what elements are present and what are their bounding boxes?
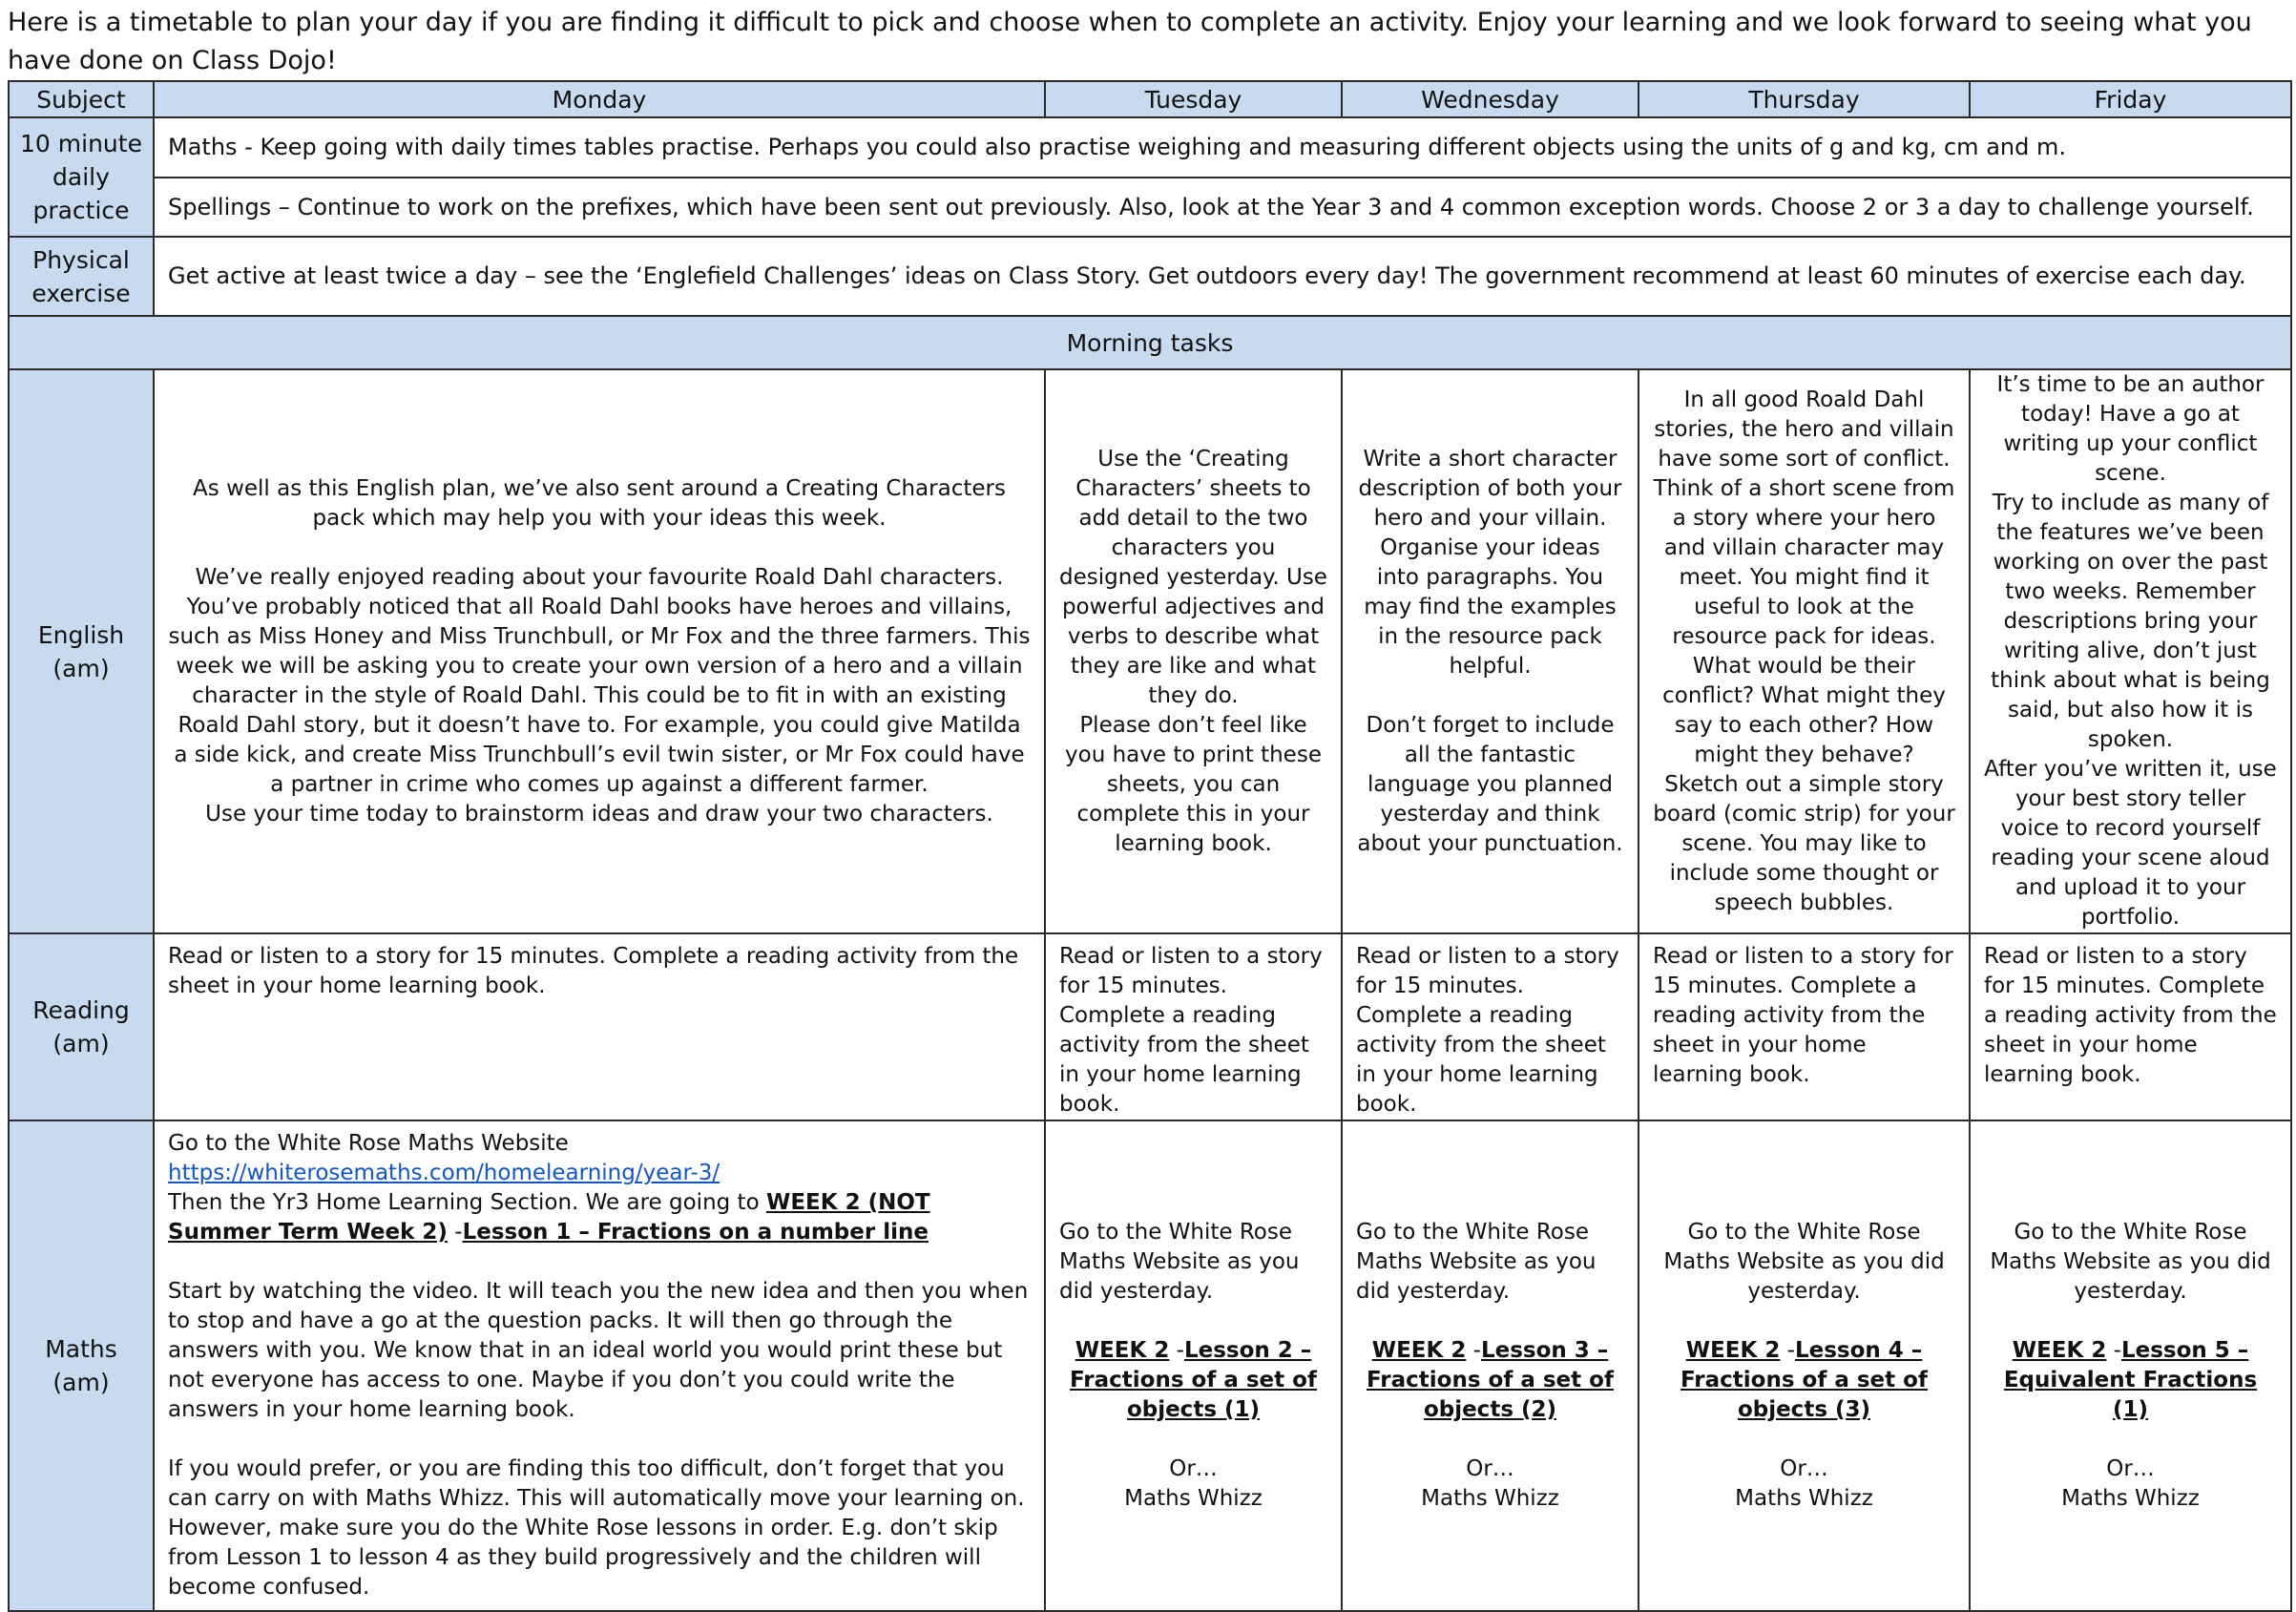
reading-monday: Read or listen to a story for 15 minutes. Complete a reading activity from the sheet in your home learning book. xyxy=(154,933,1045,1120)
maths-monday-lead: Go to the White Rose Maths Website xyxy=(168,1131,569,1156)
maths-wednesday-lesson: Lesson 3 – Fractions of a set of objects (2) xyxy=(1367,1338,1614,1422)
maths-tuesday xyxy=(1045,1120,1342,1611)
reading-thursday: Read or listen to a story for 15 minutes. Complete a reading activity from the sheet in your home learning book. xyxy=(1639,933,1970,1120)
maths-wednesday xyxy=(1342,1120,1639,1611)
maths-thursday-lesson-line xyxy=(1653,1336,1955,1425)
english-wednesday-p1: Write a short character description of both your hero and your villain. Organise your ideas into paragraphs. You may find the examples in the resource pack helpful. xyxy=(1358,446,1622,679)
maths-thursday-whizz: Maths Whizz xyxy=(1735,1486,1873,1511)
reading-row xyxy=(9,933,2291,1120)
maths-monday-intro xyxy=(168,1129,1031,1188)
english-tuesday-p1: Use the ‘Creating Characters’ sheets to add detail to the two characters you designed yesterday. Use powerful adjectives and verbs to describe what they are like and what they do. xyxy=(1059,446,1327,708)
maths-tuesday-dash: - xyxy=(1169,1338,1184,1363)
maths-thursday-lesson: Lesson 4 – Fractions of a set of objects (3) xyxy=(1680,1338,1928,1422)
english-monday xyxy=(154,369,1045,933)
physical-row xyxy=(9,237,2291,316)
subject-maths: Maths (am) xyxy=(9,1120,154,1611)
maths-wednesday-intro: Go to the White Rose Maths Website as you did yesterday. xyxy=(1356,1220,1597,1304)
maths-monday-then: Then the Yr3 Home Learning Section. We are going to xyxy=(168,1190,760,1215)
header-row xyxy=(9,81,2291,117)
english-monday-p1: As well as this English plan, we’ve also sent around a Creating Characters pack which may help you with your ideas this week. xyxy=(193,475,1006,531)
maths-friday-lesson: Lesson 5 – Equivalent Fractions (1) xyxy=(2003,1338,2258,1422)
maths-thursday-or: Or… xyxy=(1780,1456,1828,1481)
english-tuesday-p2: Please don’t feel like you have to print these sheets, you can complete this in your learning book. xyxy=(1065,712,1322,856)
english-thursday-p3: Sketch out a simple story board (comic strip) for your scene. You may like to include some thought or speech bubbles. xyxy=(1653,771,1955,915)
english-thursday-p1: In all good Roald Dahl stories, the hero and villain have some sort of conflict. Think of a short scene from a story where your hero and villain character may meet. You might find it useful to look at the resource pack for ideas. xyxy=(1653,387,1955,649)
maths-friday-or: Or… xyxy=(2106,1456,2155,1481)
maths-friday-lesson-line xyxy=(1984,1336,2277,1425)
maths-wednesday-or: Or… xyxy=(1466,1456,1514,1481)
maths-friday-intro: Go to the White Rose Maths Website as you did yesterday. xyxy=(1990,1220,2271,1304)
practice-row-maths xyxy=(9,117,2291,178)
english-friday xyxy=(1970,369,2291,933)
english-tuesday xyxy=(1045,369,1342,933)
maths-tuesday-week: WEEK 2 xyxy=(1075,1338,1170,1363)
header-thursday: Thursday xyxy=(1639,81,1970,117)
maths-monday-dash: - xyxy=(447,1220,463,1245)
reading-tuesday: Read or listen to a story for 15 minutes. Complete a reading activity from the sheet in your home learning book. xyxy=(1045,933,1342,1120)
subject-physical-exercise: Physical exercise xyxy=(9,237,154,316)
english-thursday-p2: What would be their conflict? What might they say to each other? How might they behave? xyxy=(1662,653,1946,767)
maths-friday-dash: - xyxy=(2106,1338,2121,1363)
maths-row xyxy=(9,1120,2291,1611)
header-subject: Subject xyxy=(9,81,154,117)
morning-band-row xyxy=(9,316,2291,369)
subject-daily-practice: 10 minute daily practice xyxy=(9,117,154,237)
reading-friday: Read or listen to a story for 15 minutes. Complete a reading activity from the sheet in your home learning book. xyxy=(1970,933,2291,1120)
practice-maths-text: Maths - Keep going with daily times tables practise. Perhaps you could also practise weighing and measuring different objects using the units of g and kg, cm and m. xyxy=(154,117,2291,178)
practice-spellings-text: Spellings – Continue to work on the prefixes, which have been sent out previously. Also, look at the Year 3 and 4 common exception words. Choose 2 or 3 a day to challenge yourself. xyxy=(154,178,2291,237)
maths-monday-p2: Start by watching the video. It will teach you the new idea and then you when to stop and have a go at the question packs. It will then go through the answers with you. We know that in an ideal world you would print these but not everyone has access to one. Maybe if you don’t you could write the answers in your home learning book. xyxy=(168,1279,1029,1422)
morning-tasks-band: Morning tasks xyxy=(9,316,2291,369)
header-tuesday: Tuesday xyxy=(1045,81,1342,117)
maths-tuesday-whizz: Maths Whizz xyxy=(1124,1486,1263,1511)
maths-tuesday-lesson: Lesson 2 – Fractions of a set of objects (1) xyxy=(1070,1338,1317,1422)
maths-wednesday-dash: - xyxy=(1466,1338,1481,1363)
physical-text: Get active at least twice a day – see the ‘Englefield Challenges’ ideas on Class Story. Get outdoors every day! The government recommend at least 60 minutes of exercise each day. xyxy=(154,237,2291,316)
english-monday-p3: Use your time today to brainstorm ideas and draw your two characters. xyxy=(205,801,993,827)
intro-text: Here is a timetable to plan your day if you are finding it difficult to pick and choose when to complete an activity. Enjoy your learning and we look forward to seeing what you have done on Class Dojo! xyxy=(8,8,2252,75)
maths-monday xyxy=(154,1120,1045,1611)
english-friday-p1: It’s time to be an author today! Have a go at writing up your conflict scene. xyxy=(1996,372,2265,486)
english-row xyxy=(9,369,2291,933)
english-wednesday-p2: Don’t forget to include all the fantastic language you planned yesterday and think about your punctuation. xyxy=(1357,712,1623,856)
header-friday: Friday xyxy=(1970,81,2291,117)
english-wednesday xyxy=(1342,369,1639,933)
maths-monday-p4: However, make sure you do the White Rose lessons in order. E.g. don’t skip from Lesson 1 to lesson 4 as they build progressively and the children will become confused. xyxy=(168,1516,998,1600)
maths-monday-lesson: Lesson 1 – Fractions on a number line xyxy=(462,1220,929,1245)
english-friday-p3: After you’ve written it, use your best story teller voice to record yourself reading your scene aloud and upload it to your portfolio. xyxy=(1984,757,2277,930)
english-friday-p2: Try to include as many of the features we’ve been working on over the past two weeks. Remember descriptions bring your writing alive, don’t just think about what is being said, but also how it is spoken. xyxy=(1991,491,2270,752)
maths-tuesday-or: Or… xyxy=(1169,1456,1218,1481)
maths-monday-week-line xyxy=(168,1188,1031,1247)
maths-friday-whizz: Maths Whizz xyxy=(2061,1486,2200,1511)
english-thursday xyxy=(1639,369,1970,933)
maths-thursday-week: WEEK 2 xyxy=(1685,1338,1781,1363)
english-monday-p2: We’ve really enjoyed reading about your favourite Roald Dahl characters. You’ve probably noticed that all Roald Dahl books have heroes and villains, such as Miss Honey and Miss Trunchbull, or Mr Fox and the three farmers. This week we will be asking you to create your own version of a hero and a villain character in the style of Roald Dahl. This could be to fit in with an existing Roald Dahl story, but it doesn’t have to. For example, you could give Matilda a side kick, and create Miss Trunchbull’s evil twin sister, or Mr Fox could have a partner in crime who comes up against a different farmer. xyxy=(168,564,1031,797)
subject-english: English (am) xyxy=(9,369,154,933)
maths-thursday-intro: Go to the White Rose Maths Website as you did yesterday. xyxy=(1663,1220,1945,1304)
header-wednesday: Wednesday xyxy=(1342,81,1639,117)
maths-monday-week: WEEK 2 (NOT Summer Term Week 2) xyxy=(168,1190,930,1245)
practice-row-spellings xyxy=(9,178,2291,237)
maths-wednesday-week: WEEK 2 xyxy=(1371,1338,1467,1363)
maths-monday-p3: If you would prefer, or you are finding this too difficult, don’t forget that you can carry on with Maths Whizz. This will automatically move your learning on. xyxy=(168,1456,1025,1511)
reading-wednesday: Read or listen to a story for 15 minutes. Complete a reading activity from the sheet in your home learning book. xyxy=(1342,933,1639,1120)
maths-tuesday-lesson-line xyxy=(1059,1336,1327,1425)
maths-friday-week: WEEK 2 xyxy=(2012,1338,2107,1363)
maths-friday xyxy=(1970,1120,2291,1611)
maths-thursday-dash: - xyxy=(1780,1338,1795,1363)
header-monday: Monday xyxy=(154,81,1045,117)
white-rose-link[interactable]: https://whiterosemaths.com/homelearning/year-3/ xyxy=(168,1161,720,1185)
maths-wednesday-whizz: Maths Whizz xyxy=(1421,1486,1559,1511)
maths-tuesday-intro: Go to the White Rose Maths Website as you did yesterday. xyxy=(1059,1220,1300,1304)
timetable xyxy=(8,80,2292,1612)
maths-thursday xyxy=(1639,1120,1970,1611)
maths-wednesday-lesson-line xyxy=(1356,1336,1624,1425)
subject-reading: Reading (am) xyxy=(9,933,154,1120)
